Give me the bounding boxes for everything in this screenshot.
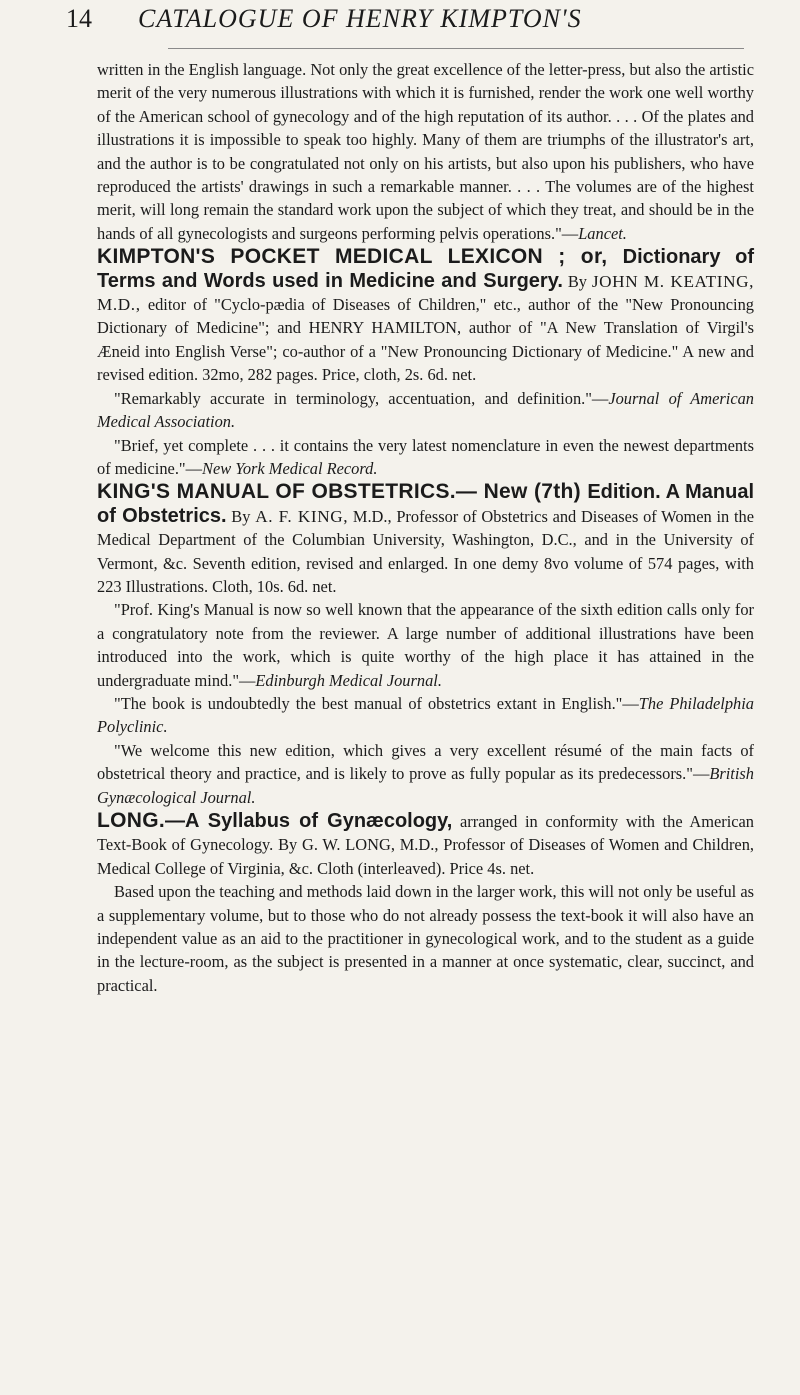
catalogue-entry-kimpton-lexicon — [97, 245, 754, 480]
review-source: The Philadelphia Polyclinic. — [97, 693, 755, 737]
entry-description — [97, 480, 754, 598]
page-header — [0, 0, 800, 40]
entry-by: By — [562, 271, 592, 291]
entry-heading: KIMPTON'S POCKET MEDICAL LEXICON ; or, — [97, 245, 623, 269]
intro-text: written in the English language. Not only the great excellence of the letter-press, but also the artistic merit of the very numerous illustrations with which it is furnished, render the work one well worthy of the American school of gynecology and of the high reputation of its author. . . . Of the plates and illustrations it is impossible to speak too highly. Many of them are triumphs of the illustrator's art, and the author is to be congratulated not only on his artists, but also upon his publishers, who have reproduced the artists' drawings in such a remarkable manner. . . . The volumes are of the highest merit, will long remain the standard work upon the subject of which they treat, and should be in the hands of all gynecologists and surgeons performing pelvis operations."— — [97, 60, 754, 243]
entry-description — [97, 809, 754, 880]
review — [97, 598, 754, 692]
review-source: Edinburgh Medical Journal. — [255, 670, 442, 690]
review-quote: Based upon the teaching and methods laid down in the larger work, this will not only be useful as a supplementary volume, but to those who do not already possess the text-book it will also have an independent value as an aid to the practitioner in gynecological work, and to the student as a guide in the lecture-room, as the subject is presented in a manner at once systematic, clear, succinct, and practical. — [97, 882, 754, 995]
catalogue-entry-king-obstetrics — [97, 480, 754, 809]
catalogue-content — [97, 58, 754, 997]
entry-heading: LONG. — [97, 809, 165, 832]
review-quote: "The book is undoubtedly the best manual of obstetrics extant in English."— — [114, 693, 639, 713]
review — [97, 880, 754, 997]
review-quote: "We welcome this new edition, which gives a very excellent résumé of the main facts of obstetrical theory and practice, and is likely to prove as fully popular as its predecessors."— — [97, 740, 754, 784]
entry-body: arranged in conformity with the American Text-Book of Gynecology. By G. W. LONG, M.D., Professor of Diseases of Women and Children, Medical College of Virginia, &c. Cloth (interleaved). Price 4s. net. — [97, 812, 754, 878]
review — [97, 692, 754, 739]
catalogue-entry-long-gynaecology — [97, 809, 754, 997]
entry-subheading: Dictionary of Terms and Words used in Medicine and Surgery. — [97, 246, 754, 292]
review-source: British Gynæcological Journal. — [97, 764, 754, 807]
entry-subheading: Edition. A Manual of Obstetrics. — [97, 481, 754, 527]
review-quote: "Remarkably accurate in terminology, accentuation, and definition."— — [114, 388, 609, 408]
review — [97, 387, 754, 434]
review — [97, 434, 754, 481]
entry-subheading: —A Syllabus of Gynæcology, — [165, 810, 453, 832]
intro-paragraph — [97, 58, 754, 245]
entry-heading: KING'S MANUAL OF OBSTETRICS.— New (7th) — [97, 480, 588, 504]
review-quote: "Brief, yet complete . . . it contains the very latest nomenclature in even the newest departments of medicine."— — [97, 435, 754, 478]
intro-source: Lancet. — [578, 223, 627, 243]
running-title: CATALOGUE OF HENRY KIMPTON'S — [138, 4, 582, 33]
review-source: New York Medical Record. — [202, 458, 378, 478]
review-quote: "Prof. King's Manual is now so well known that the appearance of the sixth edition calls only for a congratulatory note from the reviewer. A large number of additional illustrations have been introduced into the work, which is quite worthy of the high place it has attained in the undergraduate mind."— — [97, 600, 754, 690]
entry-by: By — [226, 506, 256, 526]
review-source: Journal of American Medical Association. — [97, 388, 755, 432]
entry-author: A. F. KING, — [255, 506, 349, 526]
entry-body: editor of "Cyclo-pædia of Diseases of Children," etc., author of the "New Pronouncing Dictionary of Medicine"; and HENRY HAMILTON, author of "A New Translation of Virgil's Æneid into English Verse"; co-author of a "New Pronouncing Dictionary of Medicine." A new and revised edition. 32mo, 282 pages. Price, cloth, 2s. 6d. net. — [97, 295, 754, 385]
entry-author: JOHN M. KEATING, M.D., — [97, 271, 754, 315]
page-number: 14 — [66, 4, 92, 33]
review — [97, 739, 754, 809]
entry-body: M.D., Professor of Obstetrics and Diseases of Women in the Medical Department of the Columbian University, Washington, D.C., and in the University of Vermont, &c. Seventh edition, revised and enlarged. In one demy 8vo volume of 574 pages, with 223 Illustrations. Cloth, 10s. 6d. net. — [97, 506, 754, 596]
header-rule — [168, 48, 744, 49]
entry-description — [97, 245, 754, 386]
